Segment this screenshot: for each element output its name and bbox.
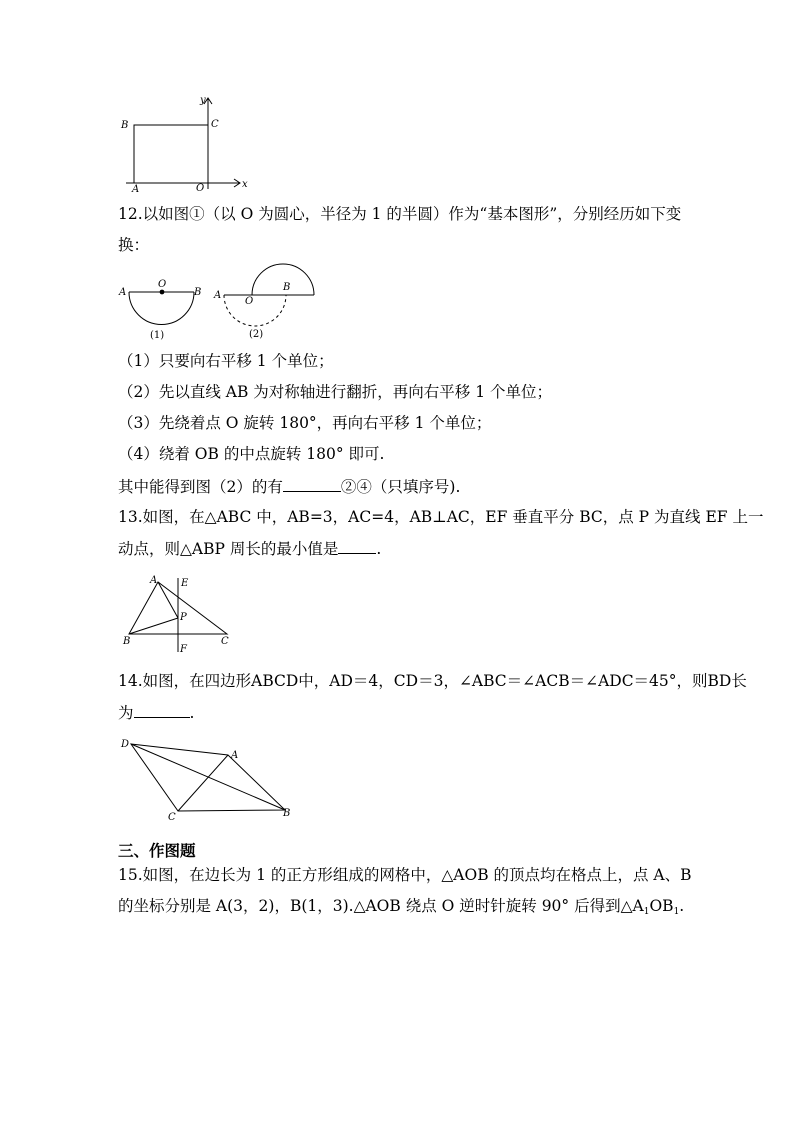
q15-line2	[118, 895, 684, 923]
label-a: A	[231, 750, 239, 761]
figure-quadrilateral-abcd	[118, 732, 298, 824]
q12-answer: ②④	[340, 478, 372, 496]
q14-line2-end: .	[189, 704, 195, 722]
q13-line2-end: .	[376, 540, 382, 558]
label-b1: B	[194, 287, 202, 298]
section-title-drawing: 三、作图题	[118, 841, 196, 860]
semicircle-dashed	[224, 295, 286, 326]
q12-line2: 换：	[118, 236, 150, 254]
caption-2: (2)	[249, 329, 264, 340]
q13-answer-blank[interactable]	[338, 537, 376, 554]
figure-semicircles	[118, 264, 328, 346]
center-point-o	[160, 290, 165, 295]
q12-option1: （1）只要向右平移 1 个单位；	[118, 352, 334, 370]
q15-line1: 15.如图，在边长为 1 的正方形组成的网格中，△AOB 的顶点均在格点上，点 A、B	[118, 866, 692, 884]
q14-line1: 14.如图，在四边形ABCD中，AD＝4，CD＝3，∠ABC＝∠ACB＝∠ADC＝45°，则BD长	[118, 672, 747, 690]
label-b: B	[123, 636, 131, 647]
q15-sub1: 1	[643, 907, 650, 917]
label-o1: O	[158, 279, 167, 290]
label-d: D	[121, 739, 130, 750]
q14-line2-text: 为	[118, 704, 134, 722]
q12-answer-line	[118, 475, 460, 498]
q12-option4: （4）绕着 OB 的中点旋转 180° 即可.	[118, 445, 385, 463]
label-o: O	[196, 183, 205, 194]
q12-line1: 12.以如图①（以 O 为圆心，半径为 1 的半圆）作为“基本图形”，分别经历如下变	[118, 205, 682, 223]
label-b: B	[121, 120, 129, 131]
q12-option2: （2）先以直线 AB 为对称轴进行翻折，再向右平移 1 个单位；	[118, 383, 553, 401]
label-x: x	[242, 179, 248, 190]
rectangle-abco	[134, 125, 208, 183]
q15-end: .	[679, 897, 685, 915]
label-a2: A	[214, 290, 222, 301]
label-o2: O	[245, 296, 254, 307]
label-a: A	[132, 184, 140, 195]
label-c: C	[168, 812, 176, 823]
label-f: F	[180, 644, 187, 655]
q12-option3: （3）先绕着点 O 旋转 180°，再向右平移 1 个单位；	[118, 414, 492, 432]
label-b2: B	[283, 282, 291, 293]
label-a1: A	[119, 287, 127, 298]
segment-ap	[158, 582, 178, 618]
diagonal-ac	[178, 755, 228, 811]
label-p: P	[180, 612, 187, 623]
figure-triangle-abc	[118, 570, 248, 660]
q13-line2-text: 动点，则△ABP 周长的最小值是	[118, 540, 339, 558]
q13-line2	[118, 537, 381, 560]
semicircle-1	[129, 292, 194, 325]
label-a: A	[150, 575, 158, 586]
q15-line2-text: 的坐标分别是 A(3，2)，B(1，3).△AOB 绕点 O 逆时针旋转 90° 后得到△A	[118, 897, 644, 915]
q13-line1: 13.如图，在△ABC 中，AB=3，AC=4，AB⊥AC，EF 垂直平分 BC，点 P 为直线 EF 上一	[118, 508, 764, 526]
q14-answer-blank[interactable]	[134, 701, 190, 718]
q12-answer-prefix: 其中能得到图（2）的有	[118, 478, 283, 496]
q12-answer-blank[interactable]	[283, 475, 341, 492]
q15-mid: OB	[649, 897, 674, 915]
caption-1: (1)	[150, 330, 165, 341]
label-y: y	[200, 95, 206, 106]
q14-line2	[118, 701, 194, 724]
label-b: B	[283, 808, 291, 819]
q15-sub2: 1	[673, 907, 680, 917]
label-c: C	[221, 636, 229, 647]
q12-answer-suffix: （只填序号).	[371, 478, 461, 496]
figure-rectangle-axes	[118, 92, 258, 198]
label-c: C	[211, 119, 219, 130]
label-e: E	[181, 578, 189, 589]
